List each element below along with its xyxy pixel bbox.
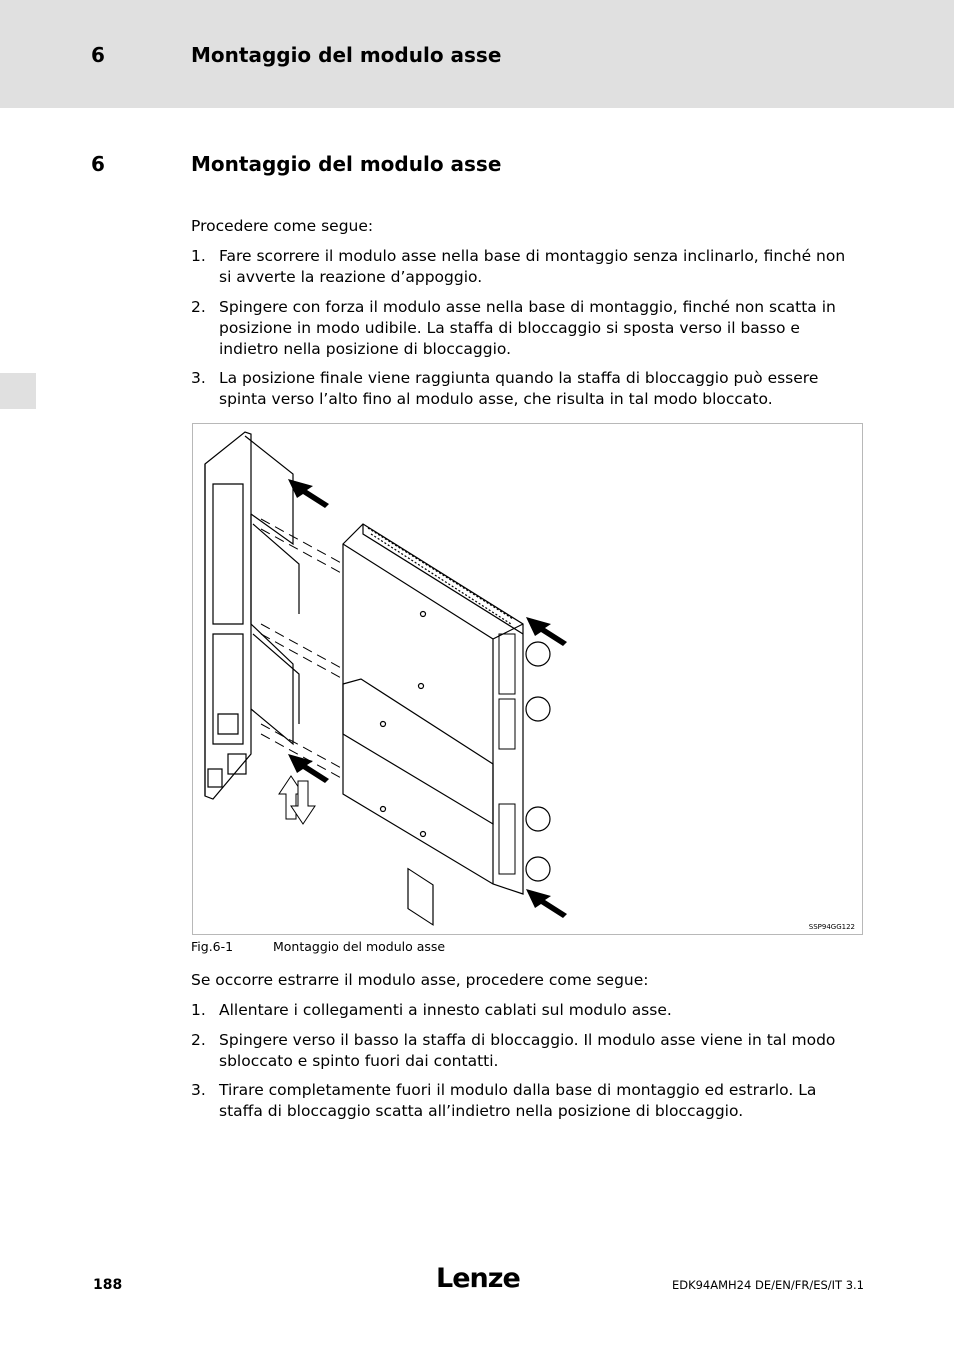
step-number: 1. (191, 1001, 206, 1019)
step-number: 2. (191, 1031, 206, 1049)
removal-step (191, 1080, 861, 1122)
install-step (191, 368, 861, 410)
step-text: Spingere verso il basso la staffa di bloccaggio. Il modulo asse viene in tal modo sbloccato e spinto fuori dai contatti. (219, 1031, 836, 1070)
step-text: Spingere con forza il modulo asse nella base di montaggio, finché non scatta in posizione in modo udibile. La staffa di bloccaggio si sposta verso il basso e indietro nella posizione di bloccaggio. (219, 298, 836, 358)
section-title: Montaggio del modulo asse (191, 152, 502, 176)
step-text: Fare scorrere il modulo asse nella base di montaggio senza inclinarlo, finché non si avverte la reazione d’appoggio. (219, 247, 846, 286)
header-chapter-title: Montaggio del modulo asse (191, 43, 502, 67)
figure-caption-text: Montaggio del modulo asse (273, 939, 446, 954)
install-step (191, 246, 861, 288)
step-number: 3. (191, 1081, 206, 1099)
figure-mounting-illustration (192, 423, 863, 935)
intro-text: Procedere come segue: (191, 217, 374, 235)
install-step (191, 297, 861, 360)
figure-caption-label: Fig.6-1 (191, 939, 234, 954)
chapter-side-tab (0, 373, 36, 409)
step-number: 3. (191, 369, 206, 387)
step-text: Tirare completamente fuori il modulo dalla base di montaggio ed estrarlo. La staffa di bloccaggio scatta all’indietro nella posizione di bloccaggio. (219, 1081, 817, 1120)
page-number: 188 (93, 1277, 123, 1293)
removal-step (191, 1030, 861, 1072)
figure-code: SSP94GG122 (808, 923, 855, 931)
mounting-drawing (193, 424, 862, 934)
header-chapter-number: 6 (91, 43, 105, 67)
step-number: 2. (191, 298, 206, 316)
section-number: 6 (91, 152, 105, 176)
step-text: La posizione finale viene raggiunta quando la staffa di bloccaggio può essere spinta verso l’alto fino al modulo asse, che risulta in tal modo bloccato. (219, 369, 819, 408)
lenze-logo: Lenze (436, 1263, 520, 1294)
removal-intro-text: Se occorre estrarre il modulo asse, procedere come segue: (191, 971, 649, 989)
step-number: 1. (191, 247, 206, 265)
step-text: Allentare i collegamenti a innesto cablati sul modulo asse. (219, 1001, 672, 1019)
document-code: EDK94AMH24 DE/EN/FR/ES/IT 3.1 (671, 1278, 864, 1292)
removal-step (191, 1000, 861, 1021)
